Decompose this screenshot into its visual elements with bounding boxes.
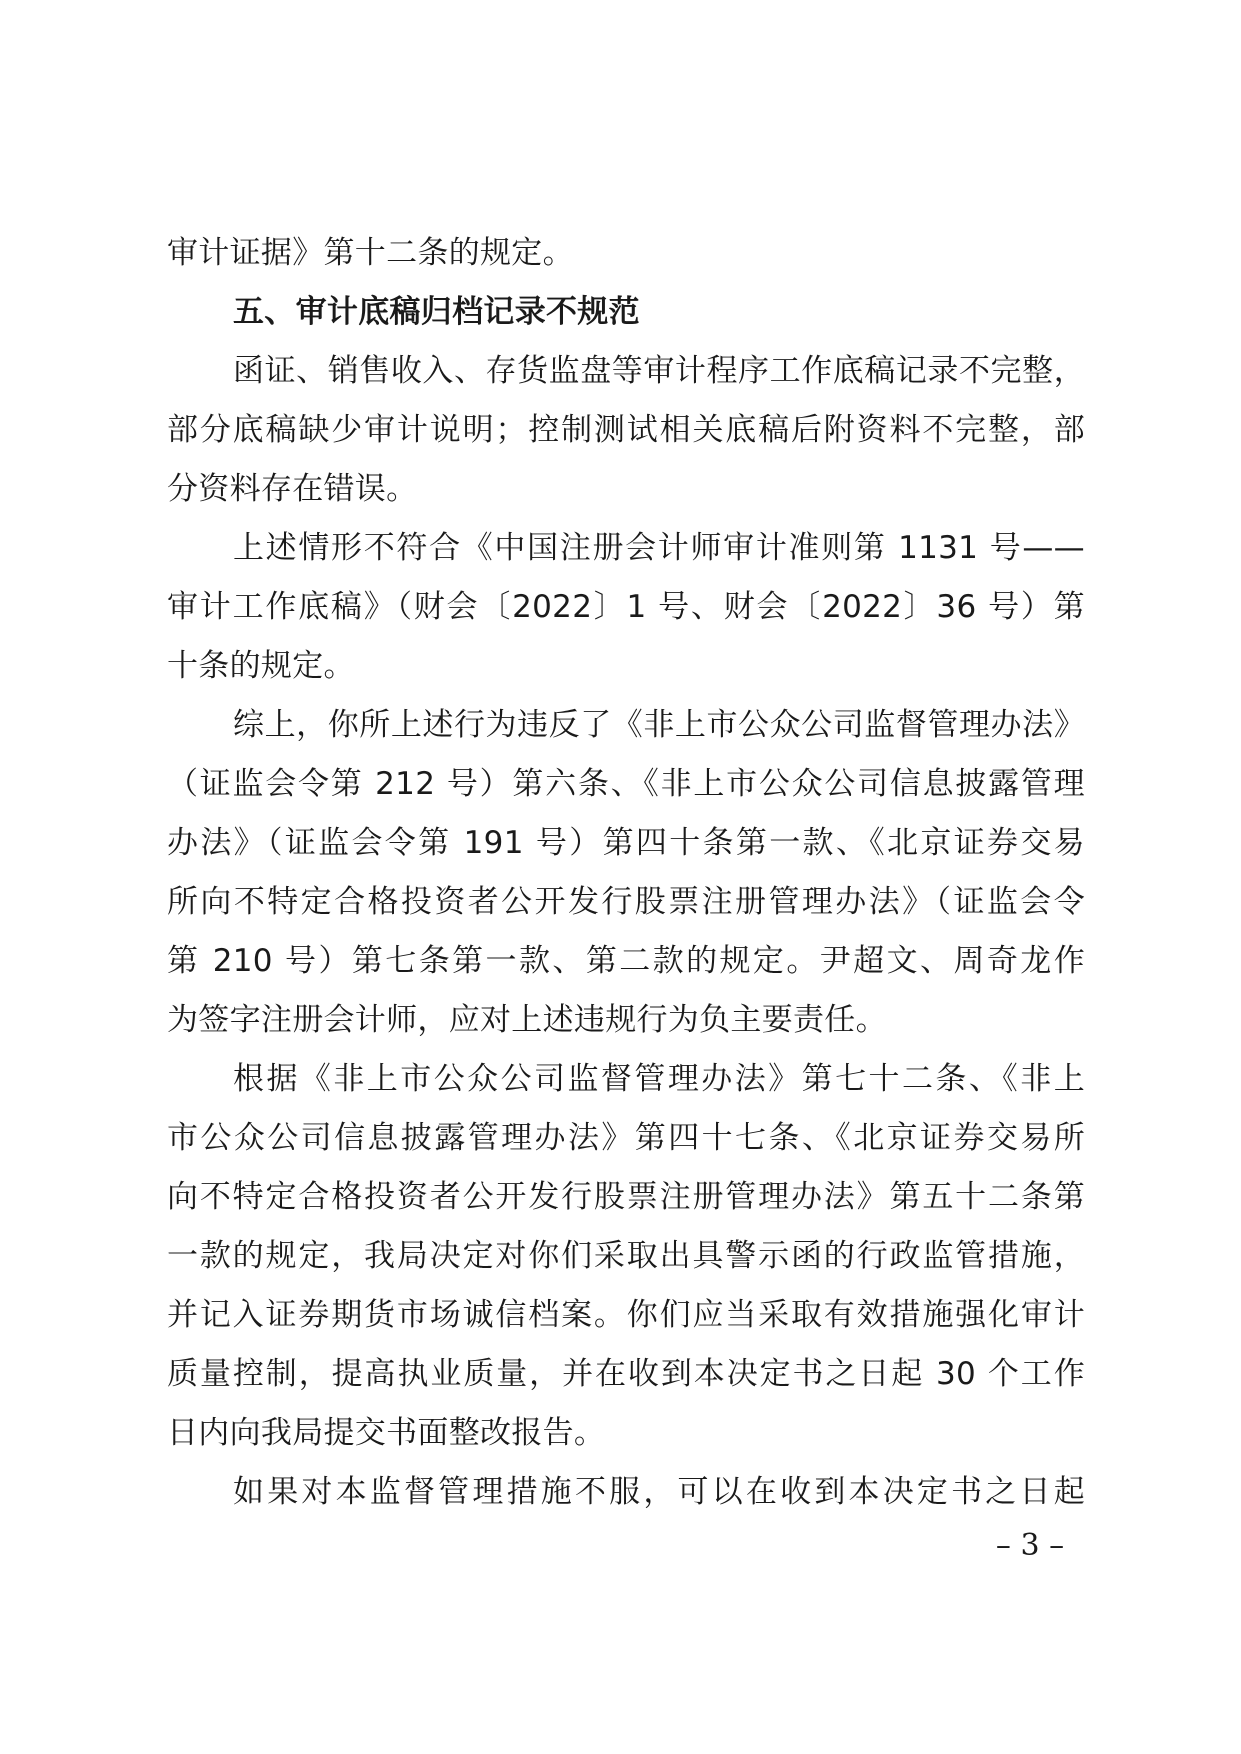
text-line: 所向不特定合格投资者公开发行股票注册管理办法》（证监会令 [167, 884, 1085, 920]
text-line: 并记入证券期货市场诚信档案。你们应当采取有效措施强化审计 [167, 1297, 1085, 1333]
text-line: 审计证据》第十二条的规定。 [167, 235, 574, 271]
text-line: 办法》（证监会令第 191 号）第四十条第一款、《北京证券交易 [167, 825, 1085, 861]
text-line: 市公众公司信息披露管理办法》第四十七条、《北京证券交易所 [167, 1120, 1085, 1156]
text-line: （证监会令第 212 号）第六条、《非上市公众公司信息披露管理 [167, 766, 1085, 802]
text-line: 函证、销售收入、存货监盘等审计程序工作底稿记录不完整， [233, 353, 1085, 389]
section-heading: 五、审计底稿归档记录不规范 [233, 294, 640, 330]
document-body [167, 224, 1085, 1522]
text-line: 向不特定合格投资者公开发行股票注册管理办法》第五十二条第 [167, 1179, 1085, 1215]
text-line: 根据《非上市公众公司监督管理办法》第七十二条、《非上 [233, 1061, 1085, 1097]
text-line: 为签字注册会计师，应对上述违规行为负主要责任。 [167, 1002, 887, 1038]
text-line: 一款的规定，我局决定对你们采取出具警示函的行政监管措施， [167, 1238, 1085, 1274]
text-line: 第 210 号）第七条第一款、第二款的规定。尹超文、周奇龙作 [167, 943, 1085, 979]
text-line: 如果对本监督管理措施不服，可以在收到本决定书之日起 [233, 1474, 1085, 1510]
page-number: – 3 – [995, 1528, 1065, 1563]
text-line: 日内向我局提交书面整改报告。 [167, 1415, 606, 1451]
text-line: 部分底稿缺少审计说明；控制测试相关底稿后附资料不完整，部 [167, 412, 1085, 448]
text-line: 上述情形不符合《中国注册会计师审计准则第 1131 号—— [233, 530, 1085, 566]
text-line: 综上，你所上述行为违反了《非上市公众公司监督管理办法》 [233, 707, 1085, 743]
text-line: 分资料存在错误。 [167, 471, 418, 507]
text-line: 审计工作底稿》（财会〔2022〕1 号、财会〔2022〕36 号）第 [167, 589, 1085, 625]
text-line: 质量控制，提高执业质量，并在收到本决定书之日起 30 个工作 [167, 1356, 1085, 1392]
text-line: 十条的规定。 [167, 648, 355, 684]
